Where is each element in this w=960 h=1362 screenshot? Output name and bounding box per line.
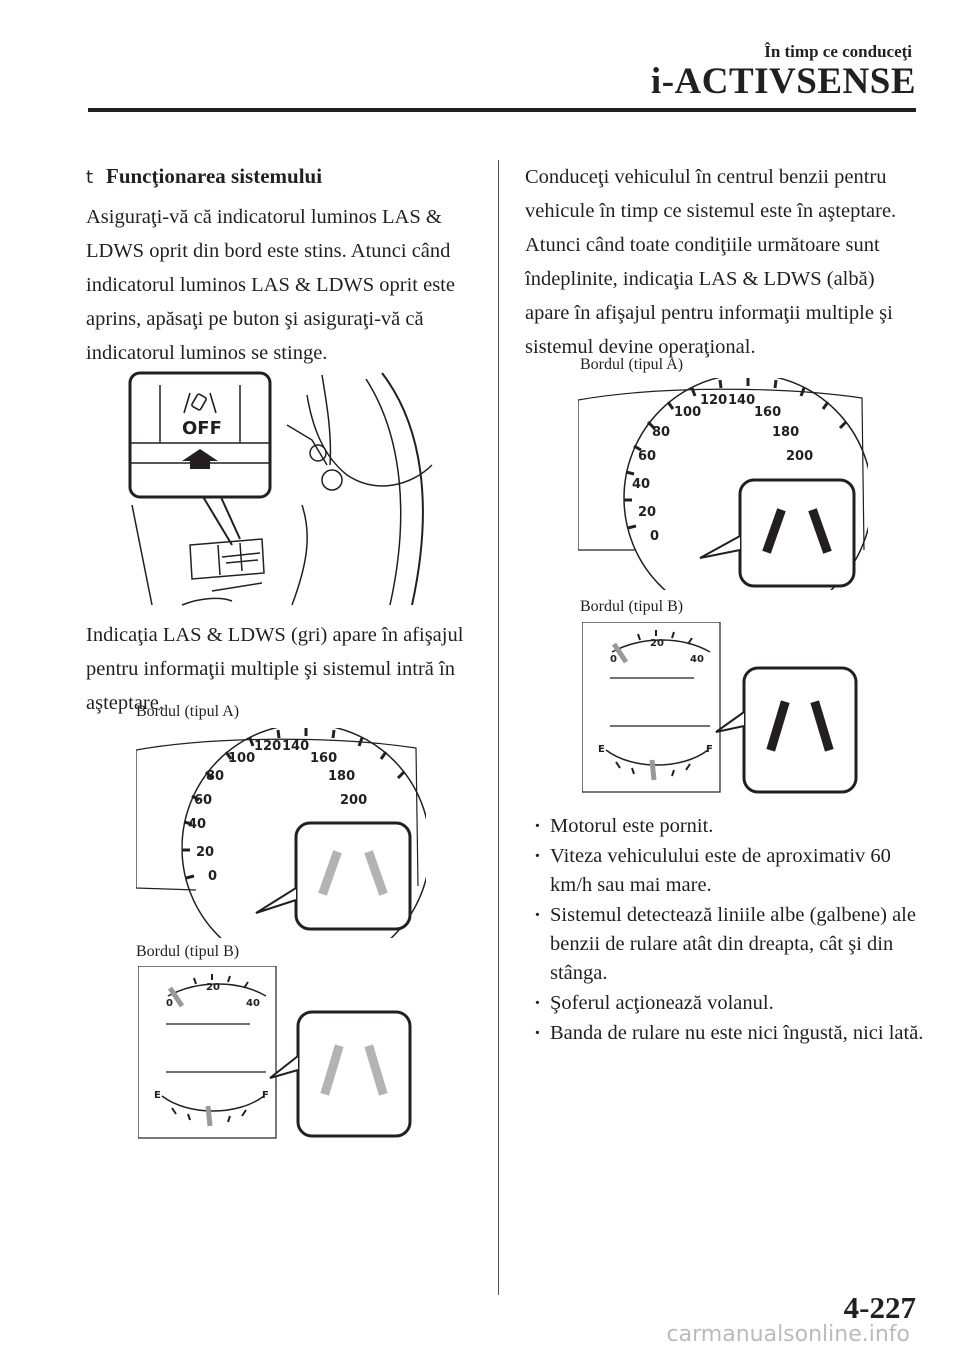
gauge-label-f: F [262, 1090, 269, 1101]
speed-label-160: 160 [754, 405, 782, 420]
speed-label-180: 180 [328, 769, 356, 784]
speed-label-20: 20 [196, 845, 215, 860]
gauge-label-20: 20 [650, 638, 664, 649]
left-caption-type-b: Bordul (tipul B) [136, 943, 240, 960]
list-item: · Şoferul acţionează volanul. [534, 989, 924, 1018]
speed-label-0: 0 [208, 869, 218, 884]
speed-label-120: 120 [254, 739, 282, 754]
gauge-label-e: E [154, 1090, 161, 1101]
speed-label-180: 180 [772, 425, 800, 440]
speed-label-60: 60 [638, 449, 657, 464]
section-title: Funcţionarea sistemului [106, 164, 323, 188]
speed-label-200: 200 [786, 449, 814, 464]
gauge-label-0: 0 [610, 654, 617, 665]
gauge-label-40: 40 [690, 654, 704, 665]
gauge-label-20: 20 [206, 982, 220, 993]
gauge-label-f: F [706, 744, 713, 755]
right-caption-type-b: Bordul (tipul B) [580, 598, 684, 615]
speed-label-200: 200 [340, 793, 368, 808]
right-speedometer-type-a [578, 378, 868, 590]
speed-label-20: 20 [638, 505, 657, 520]
speed-label-100: 100 [228, 751, 256, 766]
left-gauge-type-b [138, 966, 414, 1140]
left-caption-type-a: Bordul (tipul A) [136, 703, 240, 720]
off-switch-illustration [122, 365, 440, 613]
left-speedometer-type-a [136, 728, 426, 938]
chapter-subtitle: În timp ce conduceţi [764, 42, 912, 61]
column-divider [498, 160, 499, 1295]
speed-label-0: 0 [650, 529, 660, 544]
conditions-list [534, 812, 924, 1049]
right-paragraph-1: Conduceţi vehiculul în centrul benzii pentru vehicule în timp ce sistemul este în aşteptare. Atunci când toate condiţiile următoare sunt îndeplinite, indicaţia LAS & LDWS (albă) apare în afişajul pentru informaţii multiple şi sistemul devine operaţional. [525, 166, 897, 358]
section-heading [86, 164, 322, 189]
speed-label-100: 100 [674, 405, 702, 420]
gauge-label-0: 0 [166, 998, 173, 1009]
header-rule [88, 108, 916, 112]
gauge-label-40: 40 [246, 998, 260, 1009]
gauge-label-e: E [598, 744, 605, 755]
page-number: 4-227 [843, 1290, 916, 1325]
right-gauge-type-b [582, 622, 862, 796]
list-item: · Sistemul detectează liniile albe (galbene) ale benzii de rulare atât din dreapta, cât şi din stânga. [534, 901, 924, 988]
speed-label-80: 80 [206, 769, 225, 784]
left-paragraph-1: Asiguraţi-vă că indicatorul luminos LAS & LDWS oprit din bord este stins. Atunci când indicatorul luminos LAS & LDWS oprit este aprins, apăsaţi pe buton şi asiguraţi-vă că indicatorul luminos se stinge. [86, 206, 455, 364]
left-paragraph-2: Indicaţia LAS & LDWS (gri) apare în afişajul pentru informaţii multiple şi sistemul intră în aşteptare. [86, 624, 464, 714]
chapter-title: i-ACTIVSENSE [650, 61, 916, 102]
speed-label-140: 140 [728, 393, 756, 408]
list-item: · Viteza vehiculului este de aproximativ 60 km/h sau mai mare. [534, 842, 924, 900]
speed-label-60: 60 [194, 793, 213, 808]
list-item: · Motorul este pornit. [534, 812, 924, 841]
speed-label-120: 120 [700, 393, 728, 408]
watermark: carmanualsonline.info [666, 1322, 910, 1347]
off-button-label: OFF [182, 418, 222, 439]
list-item: · Banda de rulare nu este nici îngustă, nici lată. [534, 1019, 924, 1048]
speed-label-80: 80 [652, 425, 671, 440]
right-caption-type-a: Bordul (tipul A) [580, 356, 684, 373]
speed-label-160: 160 [310, 751, 338, 766]
speed-label-140: 140 [282, 739, 310, 754]
speed-label-40: 40 [632, 477, 651, 492]
section-marker-icon: t [86, 167, 94, 188]
speed-label-40: 40 [188, 817, 207, 832]
